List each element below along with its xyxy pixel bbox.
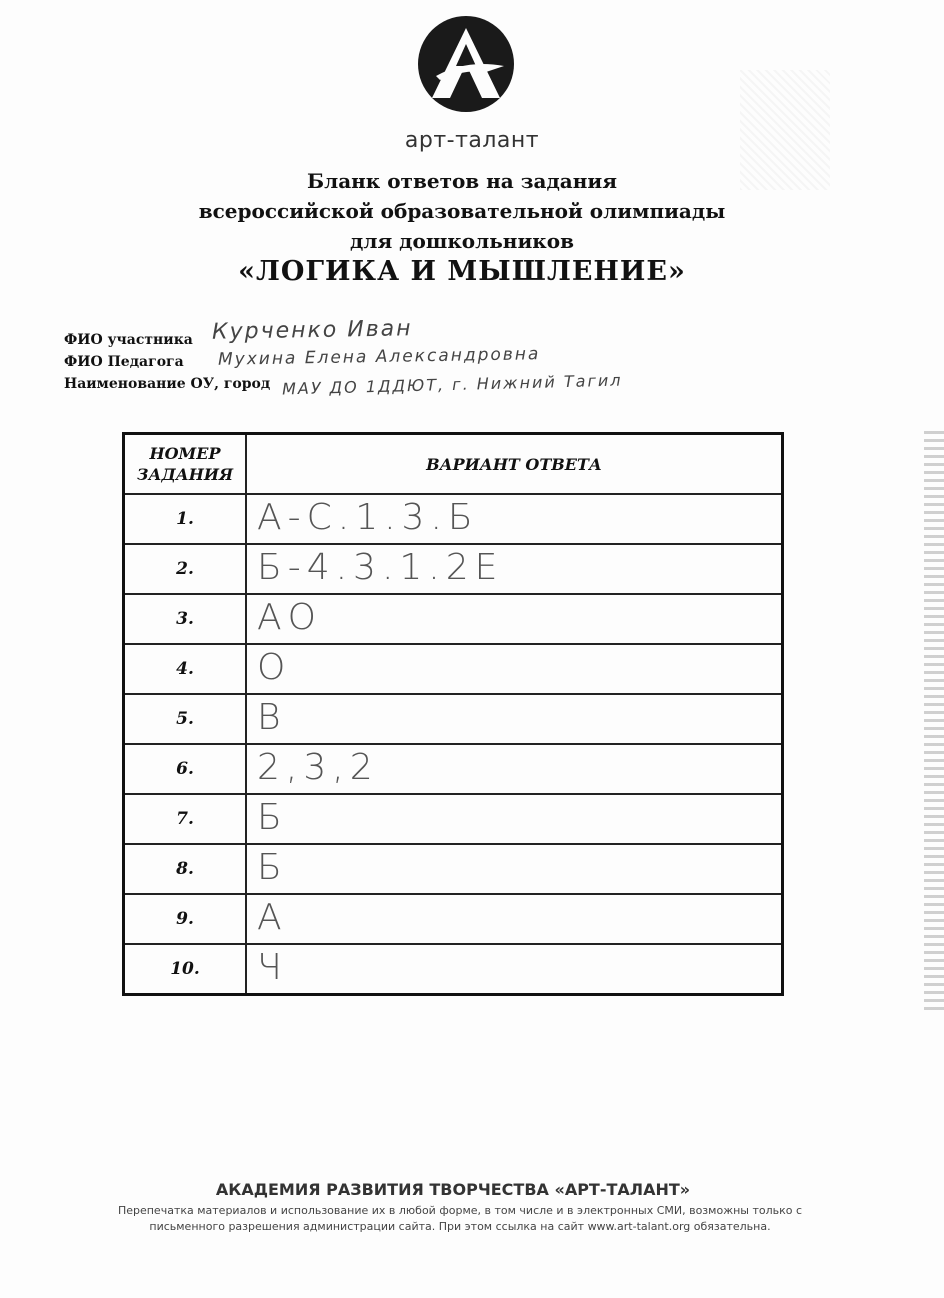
table-row (124, 544, 783, 594)
table-row (124, 594, 783, 644)
table-row (124, 644, 783, 694)
task-number: 10. (124, 944, 247, 995)
handwritten-answer: Б-4.3.1.2Е (257, 547, 504, 588)
answer-cell (246, 744, 783, 794)
answer-cell (246, 794, 783, 844)
header-num-line1: НОМЕР (149, 444, 221, 463)
handwritten-answer: Б (257, 797, 288, 838)
answer-cell (246, 544, 783, 594)
answer-cell (246, 844, 783, 894)
handwritten-answer: А (257, 897, 288, 938)
art-talant-logo-icon (416, 14, 516, 114)
task-number: 3. (124, 594, 247, 644)
answer-cell (246, 644, 783, 694)
table-row (124, 744, 783, 794)
handwritten-answer: В (257, 697, 287, 738)
handwritten-answer: Б (257, 847, 288, 888)
task-number: 1. (124, 494, 247, 544)
task-number: 9. (124, 894, 247, 944)
header-num-line2: ЗАДАНИЯ (136, 465, 234, 484)
task-number: 6. (124, 744, 247, 794)
title-line-3: для дошкольников (350, 229, 574, 253)
handwritten-answer: АО (257, 597, 322, 638)
footer-text-line2: письменного разрешения администрации сайта. При этом ссылка на сайт www.art-talant.org обязательна. (149, 1220, 771, 1233)
header-answer: ВАРИАНТ ОТВЕТА (246, 434, 783, 495)
answer-cell (246, 894, 783, 944)
table-header-row (124, 434, 783, 495)
brand-name: арт-талант (404, 128, 540, 153)
participant-label: ФИО участника (64, 332, 193, 348)
table-row (124, 694, 783, 744)
header-task-number (124, 434, 247, 495)
title-line-1: Бланк ответов на задания (307, 169, 617, 193)
task-number: 4. (124, 644, 247, 694)
task-number: 2. (124, 544, 247, 594)
table-row (124, 844, 783, 894)
scan-edge-artifact (924, 430, 944, 1010)
handwritten-answer: О (257, 647, 292, 688)
answers-table (122, 432, 784, 996)
answer-cell (246, 494, 783, 544)
teacher-label: ФИО Педагога (64, 354, 184, 370)
table-row (124, 494, 783, 544)
participant-value: Курченко Иван (211, 316, 413, 345)
title-line-2: всероссийской образовательной олимпиады (198, 199, 726, 223)
footer-title: АКАДЕМИЯ РАЗВИТИЯ ТВОРЧЕСТВА «АРТ-ТАЛАНТ» (215, 1180, 691, 1199)
school-label: Наименование ОУ, город (64, 376, 271, 392)
answer-cell (246, 594, 783, 644)
teacher-value: Мухина Елена Александровна (217, 344, 541, 370)
table-row (124, 794, 783, 844)
handwritten-answer: Ч (257, 947, 288, 988)
task-number: 5. (124, 694, 247, 744)
task-number: 7. (124, 794, 247, 844)
handwritten-answer: А-С.1.3.Б (257, 497, 479, 538)
table-row (124, 894, 783, 944)
olympiad-name: «ЛОГИКА И МЫШЛЕНИЕ» (238, 256, 686, 287)
handwritten-answer: 2,3,2 (257, 747, 379, 788)
table-row (124, 944, 783, 995)
answer-cell (246, 694, 783, 744)
task-number: 8. (124, 844, 247, 894)
answer-cell (246, 944, 783, 995)
school-value: МАУ ДО 1ДДЮТ, г. Нижний Тагил (281, 370, 623, 399)
footer-text-line1: Перепечатка материалов и использование их в любой форме, в том числе и в электронных СМИ, возможны только с (117, 1204, 803, 1217)
